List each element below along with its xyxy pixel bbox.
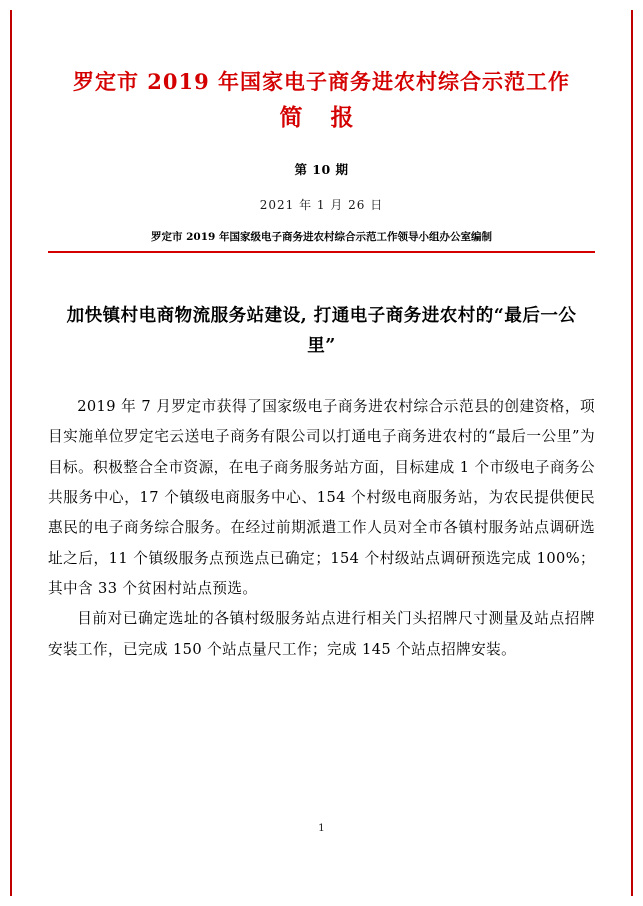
masthead-title-line2: 简 报	[279, 104, 364, 132]
masthead	[48, 0, 595, 136]
paragraph: 目前对已确定选址的各镇村级服务站点进行相关门头招牌尺寸测量及站点招牌安装工作，已完成 150 个站点量尺工作；完成 145 个站点招牌安装。	[48, 610, 595, 658]
article-title: 加快镇村电商物流服务站建设, 打通电子商务进农村的“最后一公里”	[66, 305, 577, 357]
red-divider	[48, 251, 595, 253]
masthead-title-line1: 罗定市 2019 年国家电子商务进农村综合示范工作	[72, 69, 571, 94]
publisher-line: 罗定市 2019 年国家级电子商务进农村综合示范工作领导小组办公室编制	[150, 230, 493, 243]
page-border-left	[10, 10, 12, 896]
page-content	[48, 0, 595, 906]
page-number: 1	[318, 822, 325, 834]
page-border-right	[631, 10, 633, 896]
issue-date: 2021 年 1 月 26 日	[259, 197, 384, 212]
issue-number: 第 10 期	[294, 161, 349, 177]
article-body	[48, 392, 595, 665]
paragraph: 2019 年 7 月罗定市获得了国家级电子商务进农村综合示范县的创建资格，项目实施单位罗定宅云送电子商务有限公司以打通电子商务进农村的“最后一公里”为目标。积极整合全市资源，在电子商务服务站方面，目标建成 1 个市级电子商务公共服务中心，17 个镇级电商服务中心、154 个村级电商服务站，为农民提供便民惠民的电子商务综合服务。在经过前期派遣工作人员对全市各镇村服务站点调研选址之后，11 个镇级服务点预选点已确定；154 个村级站点调研预选完成 100%；其中含 33 个贫困村站点预选。	[48, 398, 595, 598]
